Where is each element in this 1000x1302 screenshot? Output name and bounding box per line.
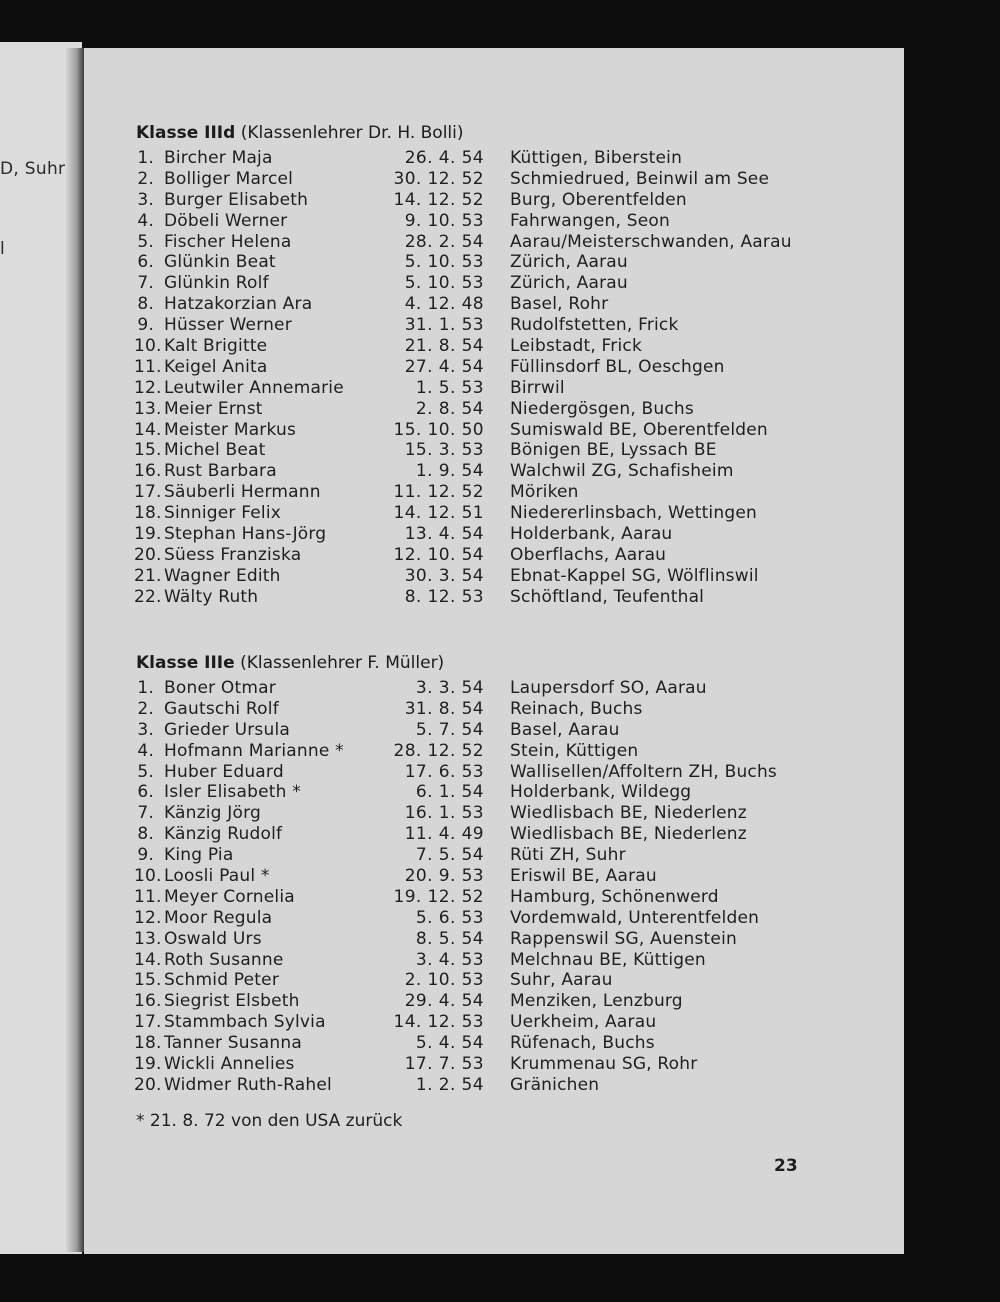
student-row	[134, 970, 613, 991]
student-row	[136, 210, 670, 232]
birth-date: 8. 12. 53	[404, 586, 484, 607]
student-number: 3.	[137, 719, 154, 740]
student-row	[134, 991, 683, 1012]
student-number: 18.	[134, 503, 162, 524]
student-number: 5.	[137, 231, 154, 252]
home-place: Fahrwangen, Seon	[510, 210, 670, 231]
student-row	[136, 740, 639, 762]
student-row	[136, 803, 747, 824]
student-name: Oswald Urs	[164, 928, 262, 949]
student-row	[136, 189, 687, 211]
home-place: Füllinsdorf BL, Oeschgen	[510, 356, 725, 377]
student-name: Wälty Ruth	[164, 586, 259, 607]
birth-date: 15. 10. 50	[393, 419, 484, 440]
student-number: 2.	[137, 168, 154, 189]
student-name: Kalt Brigitte	[164, 336, 268, 357]
student-row	[134, 949, 706, 971]
home-place: Rudolfstetten, Frick	[510, 315, 679, 336]
birth-date: 4. 12. 48	[404, 294, 484, 315]
student-number: 15.	[134, 440, 162, 461]
student-number: 11.	[134, 356, 162, 377]
birth-date: 15. 3. 53	[404, 440, 484, 461]
student-row	[134, 440, 717, 461]
home-place: Rappenswil SG, Auenstein	[510, 928, 737, 949]
student-number: 8.	[137, 824, 154, 845]
student-name: Moor Regula	[164, 907, 273, 928]
birth-date: 14. 12. 53	[393, 1012, 484, 1033]
birth-date: 17. 6. 53	[404, 761, 484, 782]
section-heading	[136, 118, 464, 148]
student-list	[134, 678, 777, 1096]
home-place: Burg, Oberentfelden	[510, 189, 687, 210]
student-row	[136, 824, 747, 845]
home-place: Niedergösgen, Buchs	[510, 398, 694, 419]
home-place: Melchnau BE, Küttigen	[510, 949, 706, 970]
birth-date: 17. 7. 53	[404, 1054, 484, 1075]
student-number: 6.	[137, 252, 154, 273]
home-place: Schöftland, Teufenthal	[510, 586, 705, 607]
student-name: Döbeli Werner	[164, 210, 288, 231]
student-name: Meyer Cornelia	[164, 886, 295, 907]
student-row	[134, 928, 737, 950]
home-place: Eriswil BE, Aarau	[510, 866, 657, 887]
birth-date: 9. 10. 53	[404, 210, 484, 231]
student-row	[134, 565, 759, 587]
student-row	[136, 698, 643, 720]
birth-date: 19. 12. 52	[393, 886, 484, 907]
home-place: Wallisellen/Affoltern ZH, Buchs	[510, 761, 777, 782]
student-name: Keigel Anita	[164, 356, 268, 377]
student-number: 10.	[134, 336, 162, 357]
student-row	[136, 678, 707, 699]
student-number: 7.	[137, 803, 154, 824]
student-row	[134, 1012, 657, 1033]
birth-date: 14. 12. 51	[393, 503, 484, 524]
student-row	[136, 273, 628, 294]
student-name: Hofmann Marianne *	[164, 740, 344, 761]
student-row	[134, 398, 694, 420]
student-row	[134, 461, 734, 482]
student-name: Tanner Susanna	[164, 1033, 302, 1054]
student-name: Glünkin Beat	[164, 252, 276, 273]
birth-date: 13. 4. 54	[404, 524, 484, 545]
student-row	[136, 782, 692, 803]
birth-date: 31. 1. 53	[404, 315, 484, 336]
home-place: Hamburg, Schönenwerd	[510, 886, 719, 907]
birth-date: 30. 12. 52	[393, 168, 484, 189]
student-row	[134, 907, 760, 929]
student-name: Gautschi Rolf	[164, 698, 279, 719]
student-number: 21.	[134, 565, 162, 586]
home-place: Wiedlisbach BE, Niederlenz	[510, 803, 747, 824]
student-name: Burger Elisabeth	[164, 189, 309, 210]
student-number: 8.	[137, 294, 154, 315]
left-page-fragment: l	[0, 239, 6, 259]
student-row	[136, 845, 626, 866]
section-teacher: (Klassenlehrer F. Müller)	[234, 653, 445, 673]
student-name: Stammbach Sylvia	[164, 1012, 326, 1033]
student-name: Bolliger Marcel	[164, 168, 294, 189]
student-row	[134, 866, 657, 887]
student-number: 10.	[134, 866, 162, 887]
class-section-iiie	[134, 648, 777, 1096]
student-row	[136, 294, 609, 315]
student-name: Stephan Hans-Jörg	[164, 524, 327, 545]
left-page-fragment: D, Suhr	[0, 159, 66, 179]
home-place: Küttigen, Biberstein	[510, 148, 683, 168]
student-name: Isler Elisabeth *	[164, 782, 301, 803]
student-number: 12.	[134, 907, 162, 928]
home-place: Basel, Rohr	[510, 294, 609, 315]
home-place: Basel, Aarau	[510, 719, 620, 740]
student-name: Rust Barbara	[164, 461, 277, 482]
home-place: Wiedlisbach BE, Niederlenz	[510, 824, 747, 845]
birth-date: 26. 4. 54	[404, 148, 484, 168]
student-row	[136, 148, 683, 169]
page-number: 23	[774, 1156, 798, 1176]
birth-date: 14. 12. 52	[393, 189, 484, 210]
student-name: Känzig Jörg	[164, 803, 261, 824]
home-place: Bönigen BE, Lyssach BE	[510, 440, 717, 461]
student-row	[134, 524, 673, 545]
birth-date: 28. 12. 52	[393, 740, 484, 761]
birth-date: 2. 10. 53	[404, 970, 484, 991]
student-list	[134, 148, 792, 608]
home-place: Walchwil ZG, Schafisheim	[510, 461, 734, 482]
birth-date: 5. 4. 54	[415, 1033, 484, 1054]
student-row	[134, 886, 719, 908]
student-row	[134, 1033, 655, 1054]
student-number: 20.	[134, 544, 162, 565]
student-name: Süess Franziska	[164, 544, 302, 565]
home-place: Ebnat-Kappel SG, Wölflinswil	[510, 565, 759, 586]
class-section-iiid	[134, 118, 792, 608]
student-name: Boner Otmar	[164, 678, 276, 698]
student-number: 13.	[134, 398, 162, 419]
student-row	[134, 482, 579, 503]
student-number: 16.	[134, 461, 162, 482]
birth-date: 6. 1. 54	[415, 782, 484, 803]
student-name: Meier Ernst	[164, 398, 263, 419]
home-place: Uerkheim, Aarau	[510, 1012, 657, 1033]
birth-date: 1. 5. 53	[415, 377, 484, 398]
birth-date: 12. 10. 54	[393, 544, 484, 565]
student-number: 6.	[137, 782, 154, 803]
home-place: Vordemwald, Unterentfelden	[510, 907, 760, 928]
student-number: 19.	[134, 524, 162, 545]
student-number: 17.	[134, 1012, 162, 1033]
home-place: Gränichen	[510, 1074, 600, 1095]
student-row	[134, 419, 768, 441]
student-name: Leutwiler Annemarie	[164, 377, 344, 398]
home-place: Oberflachs, Aarau	[510, 544, 667, 565]
student-row	[136, 761, 777, 783]
footnote: * 21. 8. 72 von den USA zurück	[136, 1111, 403, 1131]
student-name: Glünkin Rolf	[164, 273, 269, 294]
student-number: 7.	[137, 273, 154, 294]
student-row	[134, 586, 705, 608]
student-row	[134, 356, 725, 378]
student-row	[136, 168, 770, 190]
student-name: Huber Eduard	[164, 761, 284, 782]
student-name: Grieder Ursula	[164, 719, 290, 740]
student-number: 2.	[137, 698, 154, 719]
section-heading	[136, 648, 444, 678]
student-name: Sinniger Felix	[164, 503, 282, 524]
student-name: Wickli Annelies	[164, 1054, 295, 1075]
student-number: 9.	[137, 315, 154, 336]
birth-date: 3. 4. 53	[415, 949, 484, 970]
student-name: Bircher Maja	[164, 148, 273, 168]
home-place: Suhr, Aarau	[510, 970, 613, 991]
birth-date: 2. 8. 54	[415, 398, 484, 419]
student-number: 14.	[134, 949, 162, 970]
birth-date: 31. 8. 54	[404, 698, 484, 719]
home-place: Holderbank, Aarau	[510, 524, 673, 545]
student-number: 12.	[134, 377, 162, 398]
home-place: Niedererlinsbach, Wettingen	[510, 503, 757, 524]
home-place: Holderbank, Wildegg	[510, 782, 692, 803]
birth-date: 3. 3. 54	[415, 678, 484, 698]
student-number: 18.	[134, 1033, 162, 1054]
home-place: Schmiedrued, Beinwil am See	[510, 168, 770, 189]
home-place: Möriken	[510, 482, 579, 503]
section-title: Klasse IIId	[136, 123, 236, 143]
student-row	[134, 544, 667, 566]
birth-date: 27. 4. 54	[404, 356, 484, 377]
birth-date: 5. 7. 54	[415, 719, 484, 740]
student-name: Wagner Edith	[164, 565, 281, 586]
section-teacher: (Klassenlehrer Dr. H. Bolli)	[235, 123, 464, 143]
book-spine	[66, 48, 84, 1252]
student-row	[136, 315, 679, 336]
birth-date: 5. 10. 53	[404, 252, 484, 273]
student-name: King Pia	[164, 845, 234, 866]
birth-date: 20. 9. 53	[404, 866, 484, 887]
student-row	[134, 503, 757, 524]
student-number: 20.	[134, 1074, 162, 1095]
student-number: 11.	[134, 886, 162, 907]
student-number: 13.	[134, 928, 162, 949]
home-place: Leibstadt, Frick	[510, 336, 642, 357]
birth-date: 5. 6. 53	[415, 907, 484, 928]
birth-date: 7. 5. 54	[415, 845, 484, 866]
student-name: Hüsser Werner	[164, 315, 292, 336]
student-name: Loosli Paul *	[164, 866, 270, 887]
student-name: Fischer Helena	[164, 231, 292, 252]
home-place: Rüfenach, Buchs	[510, 1033, 655, 1054]
home-place: Zürich, Aarau	[510, 252, 628, 273]
birth-date: 11. 4. 49	[404, 824, 484, 845]
student-name: Michel Beat	[164, 440, 266, 461]
birth-date: 16. 1. 53	[404, 803, 484, 824]
student-row	[134, 1054, 698, 1075]
student-number: 16.	[134, 991, 162, 1012]
student-number: 4.	[137, 740, 154, 761]
student-name: Meister Markus	[164, 419, 297, 440]
student-name: Roth Susanne	[164, 949, 284, 970]
home-place: Menziken, Lenzburg	[510, 991, 683, 1012]
home-place: Aarau/Meisterschwanden, Aarau	[510, 231, 792, 252]
student-number: 1.	[137, 148, 154, 168]
home-place: Laupersdorf SO, Aarau	[510, 678, 707, 698]
student-number: 3.	[137, 189, 154, 210]
student-name: Widmer Ruth-Rahel	[164, 1074, 332, 1095]
student-row	[136, 231, 792, 253]
birth-date: 1. 9. 54	[415, 461, 484, 482]
birth-date: 1. 2. 54	[415, 1074, 484, 1095]
document-page	[84, 48, 904, 1254]
home-place: Zürich, Aarau	[510, 273, 628, 294]
student-number: 19.	[134, 1054, 162, 1075]
student-number: 22.	[134, 586, 162, 607]
home-place: Krummenau SG, Rohr	[510, 1054, 698, 1075]
birth-date: 5. 10. 53	[404, 273, 484, 294]
student-row	[134, 377, 565, 399]
birth-date: 29. 4. 54	[404, 991, 484, 1012]
home-place: Stein, Küttigen	[510, 740, 639, 761]
student-row	[136, 252, 628, 273]
student-number: 4.	[137, 210, 154, 231]
student-number: 14.	[134, 419, 162, 440]
home-place: Birrwil	[510, 377, 565, 398]
student-name: Siegrist Elsbeth	[164, 991, 300, 1012]
birth-date: 28. 2. 54	[404, 231, 484, 252]
birth-date: 30. 3. 54	[404, 565, 484, 586]
student-name: Säuberli Hermann	[164, 482, 321, 503]
home-place: Reinach, Buchs	[510, 698, 643, 719]
birth-date: 21. 8. 54	[404, 336, 484, 357]
student-name: Hatzakorzian Ara	[164, 294, 313, 315]
home-place: Rüti ZH, Suhr	[510, 845, 626, 866]
student-name: Schmid Peter	[164, 970, 280, 991]
birth-date: 11. 12. 52	[393, 482, 484, 503]
home-place: Sumiswald BE, Oberentfelden	[510, 419, 768, 440]
student-row	[136, 719, 620, 741]
student-number: 15.	[134, 970, 162, 991]
birth-date: 8. 5. 54	[415, 928, 484, 949]
student-name: Känzig Rudolf	[164, 824, 283, 845]
section-title: Klasse IIIe	[136, 653, 235, 673]
student-number: 17.	[134, 482, 162, 503]
student-number: 5.	[137, 761, 154, 782]
student-row	[134, 1074, 600, 1096]
student-row	[134, 336, 642, 357]
student-number: 1.	[137, 678, 154, 698]
student-number: 9.	[137, 845, 154, 866]
